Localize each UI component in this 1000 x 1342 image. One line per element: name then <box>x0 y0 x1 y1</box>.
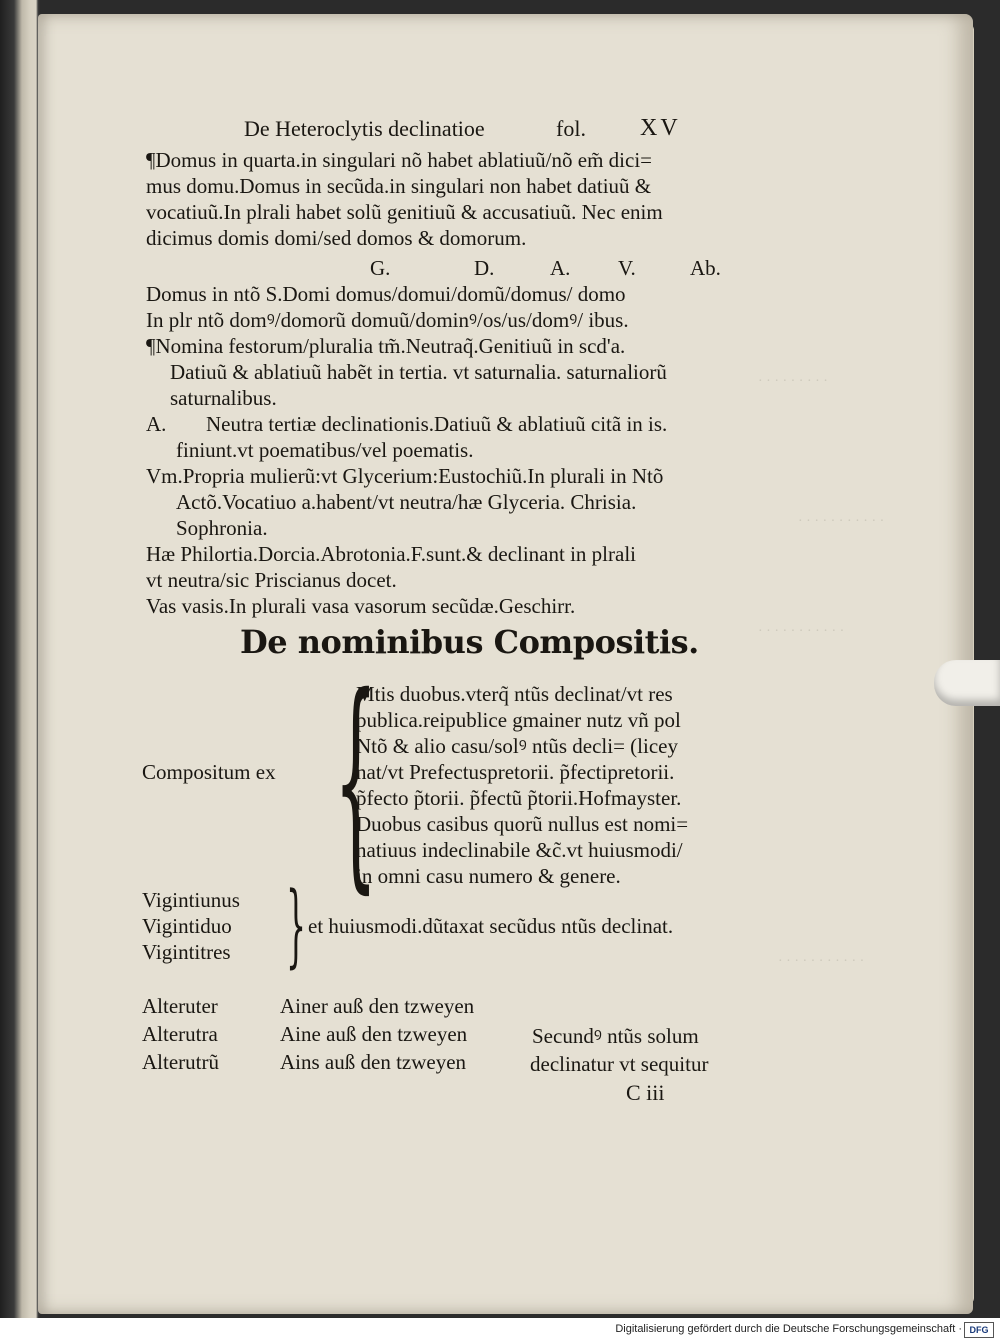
text-line: dicimus domis domi/sed domos & domorum. <box>146 226 527 250</box>
case-header: G. <box>370 256 391 280</box>
dfg-logo: DFG <box>964 1322 994 1338</box>
alter-note: Secundꝰ ntũs solum <box>532 1024 699 1048</box>
text-line: ¶Nomina festorum/pluralia tm̃.Neutraq̃.Genitiuũ in scd'a. <box>146 334 626 358</box>
case-header: A. <box>550 256 571 280</box>
vigint-word: Vigintitres <box>142 940 231 964</box>
alter-latin: Alterutrũ <box>142 1050 219 1074</box>
folio-label: fol. <box>556 116 586 141</box>
book-page: · · · · · · · · · · · · · · · · · · · · · · · · · · · · · · · · · · · · · · · · · · <box>38 14 973 1314</box>
right-brace: } <box>286 873 307 978</box>
paragraph-marker: A. <box>146 412 167 436</box>
compositum-label: Compositum ex <box>142 760 276 784</box>
compositum-line: natiuus indeclinabile &c̃.vt huiusmodi/ <box>356 838 683 862</box>
text-line: Vm.Propria mulierũ:vt Glycerium:Eustochiũ.In plurali in Ntõ <box>146 464 664 488</box>
signature-mark: C iii <box>626 1080 665 1105</box>
alter-note: declinatur vt sequitur <box>530 1052 709 1076</box>
compositum-line: nat/vt Prefectuspretorii. p̃fectipretorii. <box>356 760 675 784</box>
case-header: V. <box>618 256 636 280</box>
text-line: vt neutra/sic Priscianus docet. <box>146 568 397 592</box>
vigint-word: Vigintiduo <box>142 914 232 938</box>
alter-german: Aine auß den tzweyen <box>280 1022 468 1046</box>
alter-latin: Alteruter <box>142 994 218 1018</box>
alter-german: Ains auß den tzweyen <box>280 1050 467 1074</box>
alter-latin: Alterutra <box>142 1022 218 1046</box>
text-line: mus domu.Domus in secũda.in singulari non habet datiuũ & <box>146 174 652 198</box>
case-header: Ab. <box>690 256 721 280</box>
text-line: finiunt.vt poematibus/vel poematis. <box>176 438 474 462</box>
paradigm-line: In plr ntõ domꝰ/domorũ domuũ/dominꝰ/os/us/domꝰ/ ibus. <box>146 308 629 332</box>
section-heading: De nominibus Compositis. <box>240 623 699 661</box>
text-line: vocatiuũ.In plrali habet solũ genitiuũ & accusatiuũ. Nec enim <box>146 200 663 224</box>
page-clip <box>934 660 1000 706</box>
digitization-credit: Digitalisierung gefördert durch die Deutsche Forschungsgemeinschaft · <box>615 1323 962 1335</box>
text-line: Vas vasis.In plurali vasa vasorum secũdæ.Geschirr. <box>146 594 576 618</box>
vigint-word: Vigintiunus <box>142 888 240 912</box>
compositum-line: p̃fecto p̃torii. p̃fectũ p̃torii.Hofmayster. <box>356 786 682 810</box>
text-line: Hæ Philortia.Dorcia.Abrotonia.F.sunt.& declinant in plrali <box>146 542 636 566</box>
text-line: Datiuũ & ablatiuũ habẽt in tertia. vt saturnalia. saturnaliorũ <box>170 360 667 384</box>
compositum-line: Mtis duobus.vterq̃ ntũs declinat/vt res <box>356 682 673 706</box>
text-line: Sophronia. <box>176 516 268 540</box>
folio-number: XV <box>640 115 681 141</box>
compositum-line: Ntõ & alio casu/solꝰ ntũs decli= (licey <box>356 734 678 758</box>
alter-german: Ainer auß den tzweyen <box>280 994 475 1018</box>
compositum-line: publica.reipublice gmainer nutz vñ pol <box>356 708 681 732</box>
compositum-line: Duobus casibus quorũ nullus est nomi= <box>356 812 689 836</box>
text-line: Neutra tertiæ declinationis.Datiuũ & ablatiuũ citã in is. <box>206 412 668 436</box>
case-header: D. <box>474 256 495 280</box>
text-line: Actõ.Vocatiuo a.habent/vt neutra/hæ Glyceria. Chrisia. <box>176 490 637 514</box>
text-line: saturnalibus. <box>170 386 277 410</box>
vigint-note: et huiusmodi.dũtaxat secũdus ntũs declinat. <box>308 914 674 938</box>
curly-brace: { <box>334 647 378 913</box>
compositum-line: in omni casu numero & genere. <box>356 864 621 888</box>
running-title: De Heteroclytis declinatioe <box>244 116 485 141</box>
text-line: ¶Domus in quarta.in singulari nõ habet ablatiuũ/nõ em̃ dici= <box>146 148 653 172</box>
paradigm-line: Domus in ntõ S.Domi domus/domui/domũ/domus/ domo <box>146 282 626 306</box>
